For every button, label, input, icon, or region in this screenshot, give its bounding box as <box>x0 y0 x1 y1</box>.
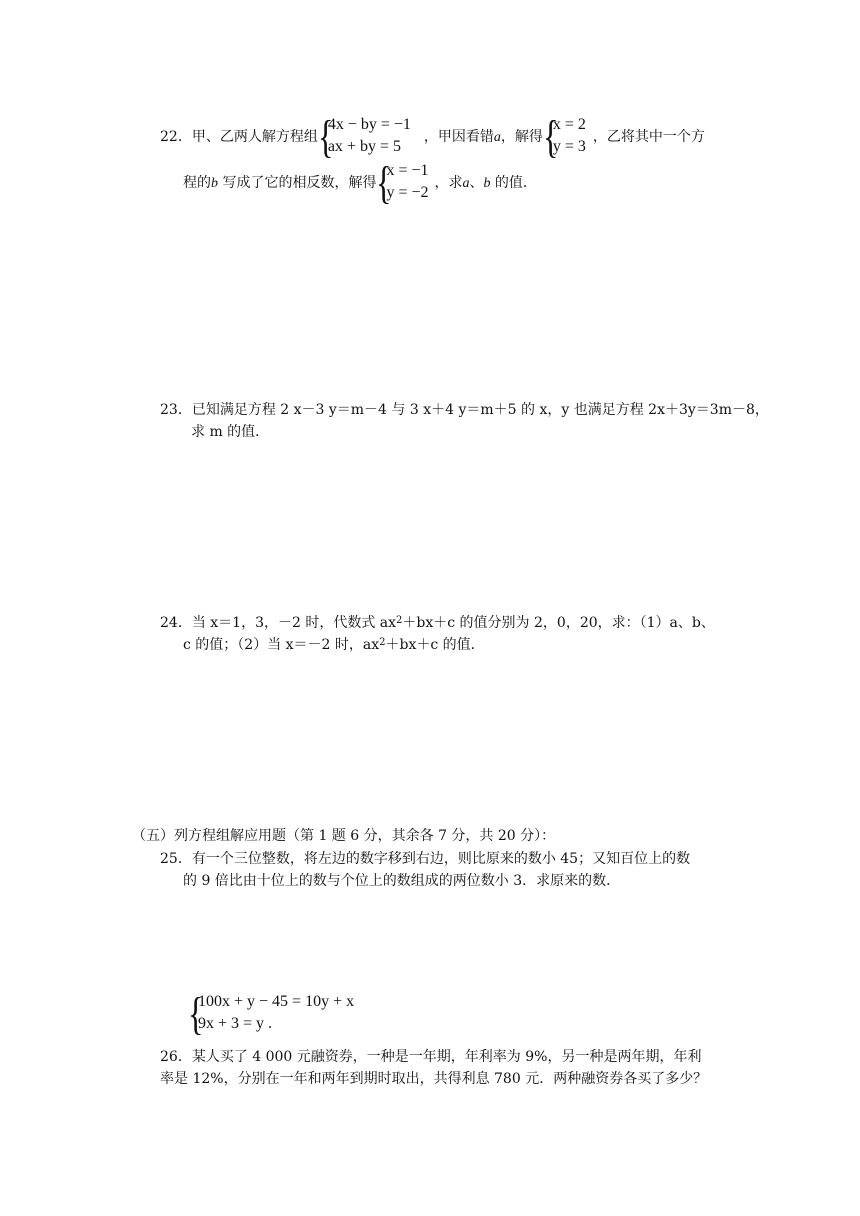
equation-system-1: { 4x − by = −1 ax + by = 5 <box>317 111 411 162</box>
question-22-text: 22．甲、乙两人解方程组 <box>160 129 318 145</box>
section-5-heading: （五）列方程组解应用题（第 1 题 6 分，其余各 7 分，共 20 分）： <box>132 828 556 844</box>
question-25-equation-system: { 100x + y − 45 = 10y + x 9x + 3 = y . <box>188 988 355 1039</box>
question-25-line-2: 的 9 倍比由十位上的数与个位上的数组成的两位数小 3．求原来的数． <box>183 873 621 889</box>
question-23-line-1: 23．已知满足方程 2 x－3 y＝m－4 与 3 x＋4 y＝m＋5 的 x，y 也满足方程 2x＋3y＝3m－8， <box>160 402 769 418</box>
question-22-line-2: 程的b 写成了它的相反数，解得 { x = −1 y = −2 ，求a、b 的值． <box>183 157 537 208</box>
question-23-line-2: 求 m 的值． <box>191 424 270 440</box>
equation-system-3: { x = −1 y = −2 <box>376 157 429 208</box>
question-24-line-1: 24．当 x＝1，3，－2 时，代数式 $ax^2+bx+c$ 的值分别为 2，0，20，求：（1）a、b、 <box>160 615 715 631</box>
question-24-line-2: c 的值；（2）当 x＝－2 时，$ax^2+bx+c$ 的值． <box>183 637 485 653</box>
question-25-line-1: 25．有一个三位整数，将左边的数字移到右边，则比原来的数小 45；又知百位上的数 <box>160 851 691 867</box>
equation-system-2: { x = 2 y = 3 <box>542 111 586 162</box>
question-26-line-1: 26．某人买了 4 000 元融资券，一种是一年期，年利率为 9%，另一种是两年期，年利 <box>160 1049 702 1065</box>
question-26-line-2: 率是 12%，分别在一年和两年到期时取出，共得利息 780 元．两种融资券各买了多少？ <box>160 1071 708 1087</box>
question-22-line-1: 22．甲、乙两人解方程组 { 4x − by = −1 ax + by = 5 ，甲因看错a，解得 { x = 2 y = 3 ，乙将其中一个方 <box>160 111 705 162</box>
